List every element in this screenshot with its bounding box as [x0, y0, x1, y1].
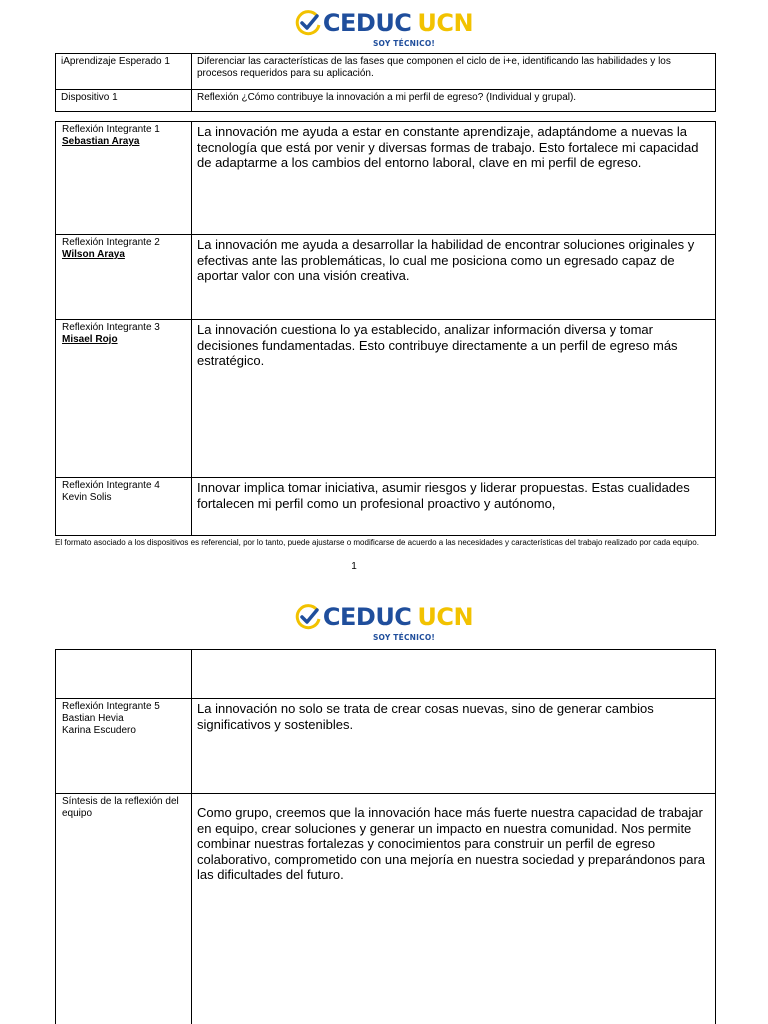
brand-name-2: UCN: [417, 9, 474, 37]
device-label: Dispositivo 1: [56, 90, 192, 112]
member-name: Wilson Araya: [62, 249, 125, 260]
reflection-text: La innovación no solo se trata de crear cosas nuevas, sino de generar cambios significativos y sostenibles.: [192, 699, 716, 794]
brand-logo: [0, 10, 768, 48]
brand-tagline: SOY TÉCNICO!: [372, 633, 436, 642]
synthesis-label: Síntesis de la reflexión del equipo: [56, 794, 192, 1024]
table-row: [56, 320, 716, 478]
table-row: [56, 699, 716, 794]
member-name: Bastian Hevia: [62, 713, 124, 724]
brand-name-1: CEDUC: [322, 9, 412, 37]
brand-tagline: SOY TÉCNICO!: [372, 39, 436, 48]
reflections-table-page2: [55, 649, 716, 1024]
table-row: [56, 235, 716, 320]
device-value: Reflexión ¿Cómo contribuye la innovación a mi perfil de egreso? (Individual y grupal).: [192, 90, 716, 112]
header-table: [55, 53, 716, 112]
table-row: [56, 794, 716, 1024]
brand-name-2: UCN: [417, 603, 474, 631]
reflection-label: Reflexión Integrante 3: [62, 322, 160, 333]
page-number: 1: [351, 561, 357, 572]
reflection-label: Reflexión Integrante 4: [62, 480, 160, 491]
table-row: [56, 650, 716, 699]
checkmark-circle-icon: [295, 604, 321, 630]
table-row: [56, 122, 716, 235]
checkmark-circle-icon: [295, 10, 321, 36]
synthesis-text: Como grupo, creemos que la innovación hace más fuerte nuestra capacidad de trabajar en equipo, crear soluciones y generar un impacto en nuestra comunidad. Nos permite combinar nuestras fortalezas y conocimientos para construir un perfil de egreso colaborativo, comprometido con una mejoría en nuestra sociedad y preparándonos para las dificultades del futuro.: [192, 794, 716, 1024]
learning-outcome-label: iAprendizaje Esperado 1: [56, 54, 192, 90]
brand-name-1: CEDUC: [322, 603, 412, 631]
learning-outcome-value: Diferenciar las características de las fases que componen el ciclo de i+e, identificando las habilidades y los procesos requeridos para su aplicación.: [192, 54, 716, 90]
member-name: Misael Rojo: [62, 334, 118, 345]
table-row: [56, 54, 716, 90]
reflection-label: Reflexión Integrante 2: [62, 237, 160, 248]
empty-cell: [56, 650, 192, 699]
reflections-table: [55, 121, 716, 536]
member-name: Karina Escudero: [62, 725, 136, 736]
member-name: Kevin Solis: [62, 492, 112, 503]
table-row: [56, 478, 716, 536]
footnote: El formato asociado a los dispositivos es referencial, por lo tanto, puede ajustarse o modificarse de acuerdo a las necesidades y características del trabajo realizado por cada equipo.: [55, 538, 699, 547]
empty-cell: [192, 650, 716, 699]
brand-logo: [0, 604, 768, 642]
reflection-text: La innovación cuestiona lo ya establecido, analizar información diversa y tomar decisiones fundamentadas. Esto contribuye directamente a un perfil de egreso más estratégico.: [192, 320, 716, 478]
reflection-text: La innovación me ayuda a desarrollar la habilidad de encontrar soluciones originales y efectivas ante las problemáticas, lo cual me posiciona como un egresado capaz de aportar valor con una visión creativa.: [192, 235, 716, 320]
table-row: [56, 90, 716, 112]
reflection-text: La innovación me ayuda a estar en constante aprendizaje, adaptándome a nuevas la tecnología que está por venir y diversas formas de trabajo. Esto fortalece mi capacidad de adaptarme a los cambios del entorno laboral, clave en mi perfil de egreso.: [192, 122, 716, 235]
member-name: Sebastian Araya: [62, 136, 140, 147]
reflection-label: Reflexión Integrante 5: [62, 701, 160, 712]
reflection-text: Innovar implica tomar iniciativa, asumir riesgos y liderar propuestas. Estas cualidades fortalecen mi perfil como un profesional proactivo y autónomo,: [192, 478, 716, 536]
reflection-label: Reflexión Integrante 1: [62, 124, 160, 135]
